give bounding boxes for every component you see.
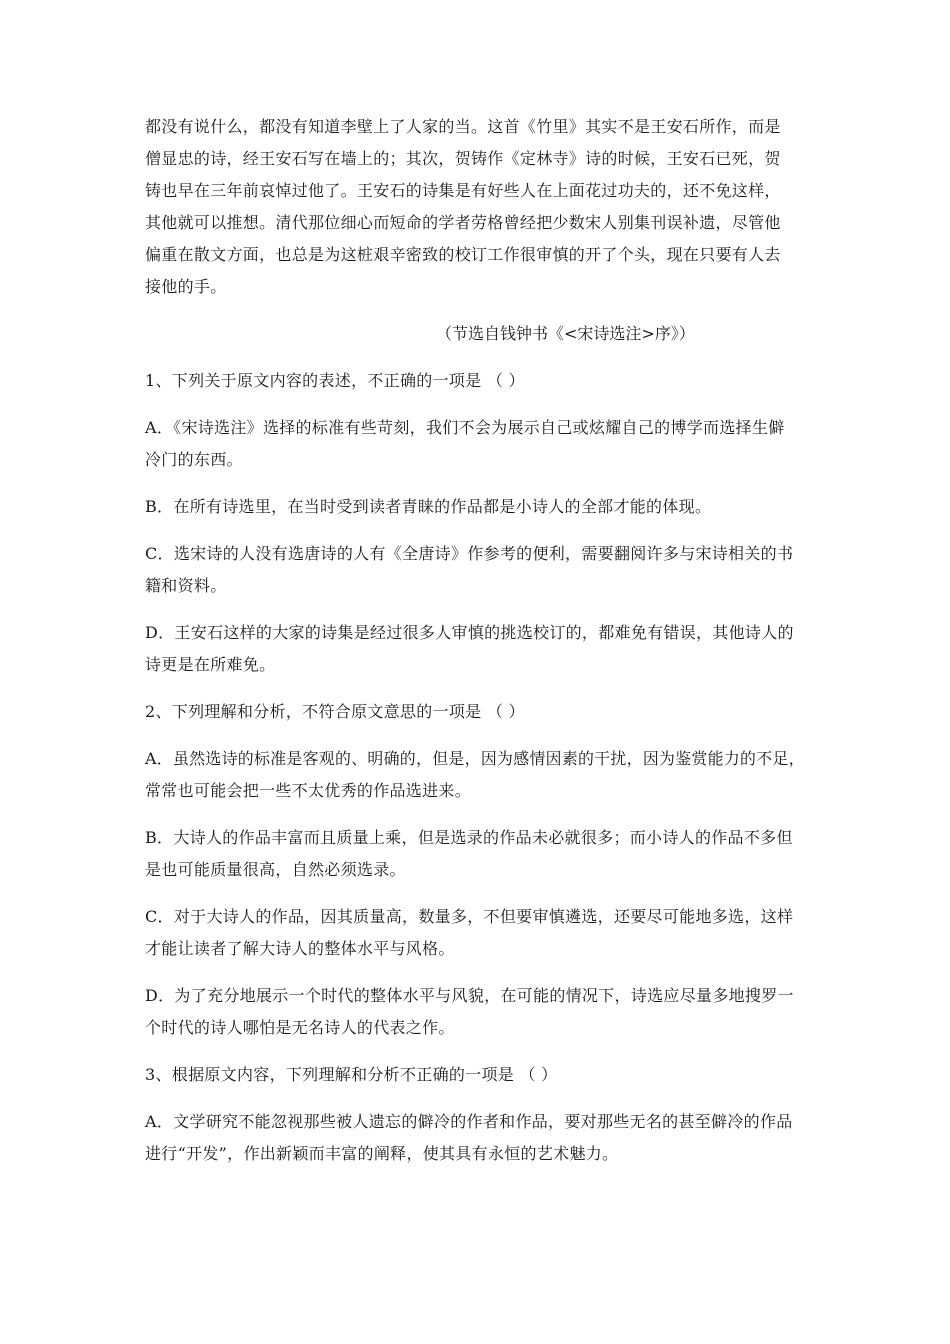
option-a-line: A．文学研究不能忽视那些被人遗忘的僻冷的作者和作品，要对那些无名的甚至僻冷的作品 <box>145 1112 793 1131</box>
option-c-line: C．选宋诗的人没有选唐诗的人有《全唐诗》作参考的便利，需要翻阅许多与宋诗相关的书 <box>145 544 794 563</box>
passage-line: 铸也早在三年前哀悼过他了。王安石的诗集是有好些人在上面花过功夫的，还不免这样， <box>145 181 781 200</box>
passage-line: 偏重在散文方面，也总是为这桩艰辛密致的校订工作很审慎的开了个头，现在只要有人去 <box>145 245 781 264</box>
question-stem: 3、根据原文内容，下列理解和分析不正确的一项是 （ ） <box>145 1065 558 1084</box>
option-a-line: 常常也可能会把一些不太优秀的作品选进来。 <box>145 781 472 800</box>
option-c-line: C．对于大诗人的作品，因其质量高，数量多，不但要审慎遴选，还要尽可能地多选，这样 <box>145 907 794 926</box>
passage-line: 都没有说什么，都没有知道李壁上了人家的当。这首《竹里》其实不是王安石所作，而是 <box>145 117 781 136</box>
option-c-line: 才能让读者了解大诗人的整体水平与风格。 <box>145 939 455 958</box>
option-a-line: 进行“开发”，作出新颖而丰富的阐释，使其具有永恒的艺术魅力。 <box>145 1144 619 1163</box>
option-b-line: B．大诗人的作品丰富而且质量上乘，但是选录的作品未必就很多；而小诗人的作品不多但 <box>145 828 793 847</box>
option-a-line: 冷门的东西。 <box>145 450 243 469</box>
option-d-line: 个时代的诗人哪怕是无名诗人的代表之作。 <box>145 1018 455 1037</box>
question-stem: 2、下列理解和分析，不符合原文意思的一项是 （ ） <box>145 702 525 721</box>
option-d-line: D．王安石这样的大家的诗集是经过很多人审慎的挑选校订的，都难免有错误，其他诗人的 <box>145 623 794 642</box>
passage-line: 接他的手。 <box>145 277 227 296</box>
passage-line: 其他就可以推想。清代那位细心而短命的学者劳格曾经把少数宋人别集刊误补遗，尽管他 <box>145 213 781 232</box>
passage-source: （节选自钱钟书《<宋诗选注>序》） <box>436 324 695 343</box>
option-c-line: 籍和资料。 <box>145 576 227 595</box>
question-stem: 1、下列关于原文内容的表述，不正确的一项是 （ ） <box>145 371 525 390</box>
option-a-line: A．《宋诗选注》选择的标准有些苛刻，我们不会为展示自己或炫耀自己的博学而选择生僻 <box>145 418 785 437</box>
option-b-line: 是也可能质量很高，自然必须选录。 <box>145 860 406 879</box>
option-b-line: B．在所有诗选里，在当时受到读者青睐的作品都是小诗人的全部才能的体现。 <box>145 497 712 516</box>
passage-line: 僧显忠的诗，经王安石写在墙上的；其次，贺铸作《定林寺》诗的时候，王安石已死，贺 <box>145 149 781 168</box>
option-a-line: A．虽然选诗的标准是客观的、明确的，但是，因为感情因素的干扰，因为鉴赏能力的不足， <box>145 749 805 768</box>
option-d-line: D．为了充分地展示一个时代的整体水平与风貌，在可能的情况下，诗选应尽量多地搜罗一 <box>145 986 794 1005</box>
option-d-line: 诗更是在所难免。 <box>145 655 276 674</box>
